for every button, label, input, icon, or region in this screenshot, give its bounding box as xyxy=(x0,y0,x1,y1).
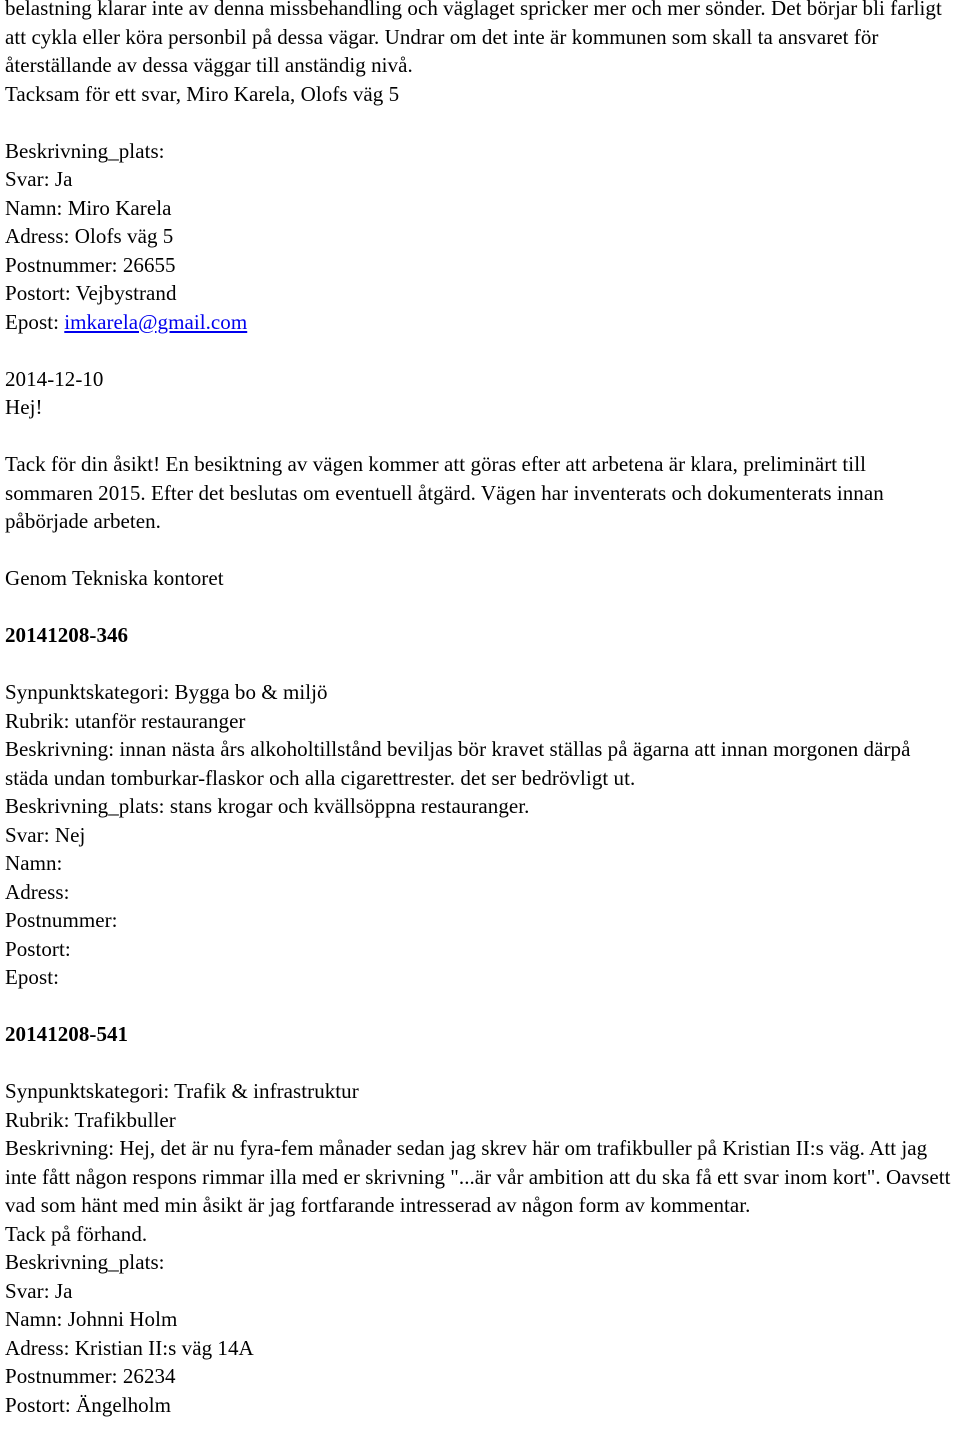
entry2-postnummer: Postnummer: xyxy=(5,908,118,932)
entry3-postnummer: Postnummer: 26234 xyxy=(5,1364,176,1388)
entry1-postnummer: Postnummer: 26655 xyxy=(5,252,176,277)
entry3 xyxy=(5,1020,955,1419)
entry2-adress: Adress: xyxy=(5,879,70,904)
entry1-beskrivning-plats: Beskrivning_plats: xyxy=(5,138,165,163)
entry3-rubrik: Rubrik: Trafikbuller xyxy=(5,1107,176,1132)
reply1-date: 2014-12-10 xyxy=(5,366,104,391)
entry1-email-link[interactable]: imkarela@gmail.com xyxy=(64,309,248,334)
entry2-postort: Postort: xyxy=(5,936,71,961)
entry3-beskrivning: Beskrivning: Hej, det är nu fyra-fem månader sedan jag skrev här om trafikbuller på Kristian II:s väg. Att jag inte fått någon respons rimmar illa med er skrivning "...är vår ambition att du ska få ett svar inom kort". Oavsett vad som hänt med min åsikt är jag fortfarande intresserad av någon form av kommentar. xyxy=(5,1136,951,1217)
entry1-svar: Svar: Ja xyxy=(5,167,73,191)
entry1-namn: Namn: Miro Karela xyxy=(5,195,172,220)
entry3-adress: Adress: Kristian II:s väg 14A xyxy=(5,1335,254,1360)
entry2 xyxy=(5,621,955,992)
reply1-signature: Genom Tekniska kontoret xyxy=(5,566,224,590)
reply1 xyxy=(5,365,955,593)
entry1-epost xyxy=(5,308,955,337)
entry3-id: 20141208-541 xyxy=(5,1022,129,1046)
entry1-fields xyxy=(5,137,955,337)
entry3-namn: Namn: Johnni Holm xyxy=(5,1307,178,1331)
entry3-beskrivning-plats: Beskrivning_plats: xyxy=(5,1250,165,1274)
entry1-postort: Postort: Vejbystrand xyxy=(5,281,177,305)
entry3-tack: Tack på förhand. xyxy=(5,1221,148,1246)
entry3-svar: Svar: Ja xyxy=(5,1278,73,1303)
entry2-kategori: Synpunktskategori: Bygga bo & miljö xyxy=(5,680,328,704)
entry1-epost-label: Epost: xyxy=(5,309,65,334)
entry2-rubrik: Rubrik: utanför restauranger xyxy=(5,708,246,733)
reply1-greeting: Hej! xyxy=(5,395,43,419)
entry3-kategori: Synpunktskategori: Trafik & infrastruktur xyxy=(5,1079,359,1103)
entry3-postort: Postort: Ängelholm xyxy=(5,1392,171,1417)
intro-thanks: Tacksam för ett svar, Miro Karela, Olofs väg 5 xyxy=(5,81,400,106)
entry2-id: 20141208-346 xyxy=(5,623,129,647)
entry2-epost: Epost: xyxy=(5,965,59,989)
entry2-namn: Namn: xyxy=(5,851,63,875)
intro-paragraph: belastning klarar inte av denna missbehandling och väglaget spricker mer och mer sönder. Det börjar bli farligt att cykla eller köra personbil på dessa vägar. Undrar om det inte är kommunen som skall ta ansvaret för återställande av dessa väggar till anständig nivå. xyxy=(5,0,942,77)
entry2-beskrivning-plats: Beskrivning_plats: stans krogar och kvällsöppna restauranger. xyxy=(5,794,530,818)
entry2-svar: Svar: Nej xyxy=(5,822,86,847)
entry1-adress: Adress: Olofs väg 5 xyxy=(5,224,174,248)
document-page xyxy=(5,0,955,1419)
reply1-body: Tack för din åsikt! En besiktning av vägen kommer att göras efter att arbetena är klara, preliminärt till sommaren 2015. Efter det beslutas om eventuell åtgärd. Vägen har inventerats och dokumenterats innan påbörjade arbeten. xyxy=(5,452,884,533)
entry2-beskrivning: Beskrivning: innan nästa års alkoholtillstånd beviljas bör kravet ställas på ägarna att innan morgonen därpå städa undan tomburkar-flaskor och alla cigarettrester. det ser bedrövligt ut. xyxy=(5,737,911,790)
